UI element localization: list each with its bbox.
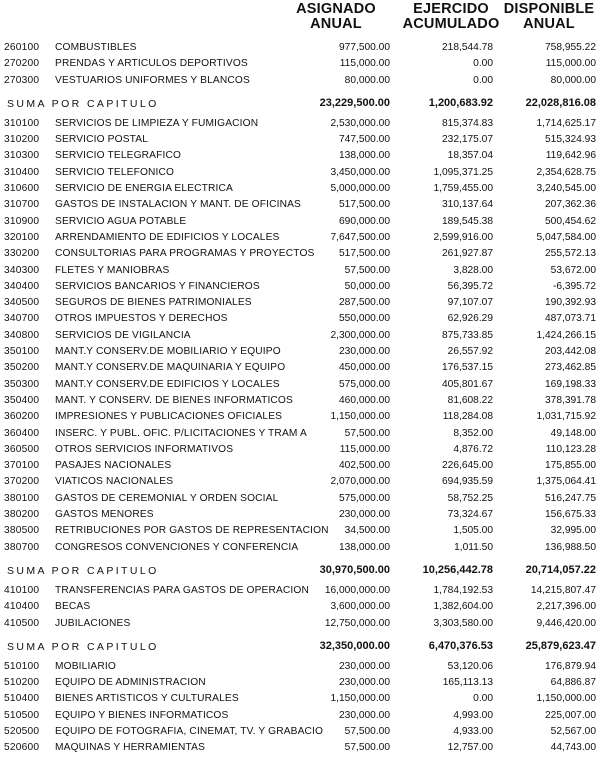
- account-description: EQUIPO DE FOTOGRAFIA, CINEMAT, TV. Y GRABACIO: [55, 725, 324, 737]
- account-code: 310600: [4, 183, 40, 195]
- account-description: MOBILIARIO: [55, 660, 116, 672]
- disponible-value: 203,442.08: [545, 346, 596, 358]
- asignado-value: 1,150,000.00: [330, 411, 390, 423]
- disponible-value: 1,150,000.00: [536, 693, 596, 705]
- table-row: [0, 328, 600, 344]
- account-code: 510100: [4, 660, 40, 672]
- total-ejercido: 10,256,442.78: [422, 563, 493, 576]
- table-row: [0, 132, 600, 148]
- disponible-value: 190,392.93: [545, 297, 596, 309]
- asignado-value: 2,530,000.00: [330, 117, 390, 129]
- asignado-value: 402,500.00: [339, 460, 390, 472]
- table-row: [0, 540, 600, 556]
- total-disponible: 22,028,816.08: [525, 96, 596, 109]
- table-row: [0, 377, 600, 393]
- table-row: [0, 360, 600, 376]
- ejercido-value: 218,544.78: [442, 42, 493, 53]
- ejercido-value: 1,505.00: [453, 525, 493, 537]
- asignado-value: 690,000.00: [339, 215, 390, 227]
- table-row: [0, 214, 600, 230]
- account-code: 510400: [4, 693, 40, 705]
- ejercido-value: 226,645.00: [442, 460, 493, 472]
- account-code: 340500: [4, 297, 40, 309]
- account-description: GASTOS MENORES: [55, 509, 154, 521]
- disponible-value: 516,247.75: [545, 492, 596, 504]
- account-description: EQUIPO Y BIENES INFORMATICOS: [55, 709, 229, 721]
- account-description: MANT.Y CONSERV.DE EDIFICIOS Y LOCALES: [55, 378, 280, 390]
- disponible-value: 44,743.00: [550, 742, 596, 754]
- asignado-value: 230,000.00: [339, 509, 390, 521]
- account-code: 380500: [4, 525, 40, 537]
- budget-table: [0, 40, 600, 757]
- disponible-value: 1,424,266.15: [536, 329, 596, 341]
- ejercido-value: 1,011.50: [454, 541, 493, 553]
- account-description: TRANSFERENCIAS PARA GASTOS DE OPERACION: [55, 584, 309, 596]
- table-row: [0, 708, 600, 724]
- ejercido-value: 12,757.00: [447, 742, 493, 754]
- disponible-value: 2,217,396.00: [536, 601, 596, 613]
- asignado-value: 50,000.00: [344, 280, 390, 292]
- account-code: 510500: [4, 709, 40, 721]
- account-description: VIATICOS NACIONALES: [55, 476, 174, 488]
- table-row: [0, 148, 600, 164]
- account-description: IMPRESIONES Y PUBLICACIONES OFICIALES: [55, 411, 283, 423]
- account-code: 380700: [4, 541, 40, 553]
- asignado-value: 2,300,000.00: [330, 329, 390, 341]
- disponible-value: 49,148.00: [550, 427, 596, 439]
- disponible-value: 1,714,625.17: [536, 117, 596, 129]
- account-code: 330200: [4, 248, 40, 260]
- table-row: [0, 409, 600, 425]
- disponible-value: 487,073.71: [545, 313, 596, 325]
- total-asignado: 23,229,500.00: [319, 96, 390, 109]
- asignado-value: 57,500.00: [344, 742, 390, 754]
- account-code: 340700: [4, 313, 40, 325]
- ejercido-value: 4,933.00: [453, 725, 493, 737]
- asignado-value: 517,500.00: [339, 199, 390, 211]
- asignado-value: 1,150,000.00: [330, 693, 390, 705]
- account-code: 350300: [4, 378, 40, 390]
- account-description: EQUIPO DE ADMINISTRACION: [55, 677, 206, 689]
- ejercido-value: 73,324.67: [447, 509, 493, 521]
- asignado-value: 115,000.00: [339, 58, 390, 70]
- ejercido-value: 815,374.83: [442, 117, 493, 129]
- ejercido-value: 310,137.64: [442, 199, 493, 211]
- asignado-value: 2,070,000.00: [330, 476, 390, 488]
- ejercido-value: 8,352.00: [453, 427, 493, 439]
- asignado-value: 230,000.00: [339, 677, 390, 689]
- disponible-value: 2,354,628.75: [536, 166, 596, 178]
- table-row: [0, 263, 600, 279]
- account-description: GASTOS DE INSTALACION Y MANT. DE OFICINAS: [55, 199, 301, 211]
- account-description: ARRENDAMIENTO DE EDIFICIOS Y LOCALES: [55, 231, 280, 243]
- ejercido-value: 1,759,455.00: [433, 183, 493, 195]
- table-row: [0, 230, 600, 246]
- asignado-value: 230,000.00: [339, 660, 390, 672]
- account-description: PRENDAS Y ARTICULOS DEPORTIVOS: [55, 58, 248, 70]
- account-description: VESTUARIOS UNIFORMES Y BLANCOS: [55, 74, 250, 86]
- ejercido-value: 97,107.07: [447, 297, 493, 309]
- disponible-value: -6,395.72: [552, 280, 596, 292]
- disponible-value: 115,000.00: [545, 58, 596, 70]
- ejercido-value: 232,175.07: [442, 134, 493, 146]
- account-code: 310400: [4, 166, 40, 178]
- ejercido-value: 0.00: [473, 74, 493, 86]
- total-disponible: 20,714,057.22: [525, 563, 596, 576]
- disponible-value: 273,462.85: [545, 362, 596, 374]
- account-description: CONSULTORIAS PARA PROGRAMAS Y PROYECTOS: [55, 248, 315, 260]
- header-disponible-anual: DISPONIBLE ANUAL: [503, 1, 595, 32]
- account-code: 340800: [4, 329, 40, 341]
- chapter-total-label: SUMA POR CAPITULO: [7, 564, 159, 577]
- account-description: MANT.Y CONSERV.DE MAQUINARIA Y EQUIPO: [55, 362, 286, 374]
- disponible-value: 32,995.00: [550, 525, 596, 537]
- asignado-value: 550,000.00: [339, 313, 390, 325]
- asignado-value: 3,600,000.00: [330, 601, 390, 613]
- asignado-value: 80,000.00: [344, 74, 390, 86]
- ejercido-value: 405,801.67: [442, 378, 493, 390]
- account-code: 360200: [4, 411, 40, 423]
- account-code: 350400: [4, 394, 40, 406]
- account-description: SERVICIOS DE VIGILANCIA: [55, 329, 191, 341]
- disponible-value: 14,215,807.47: [530, 584, 596, 596]
- disponible-value: 5,047,584.00: [536, 231, 596, 243]
- table-row: [0, 197, 600, 213]
- table-row: [0, 474, 600, 490]
- account-code: 380200: [4, 509, 40, 521]
- table-row: [0, 295, 600, 311]
- asignado-value: 575,000.00: [339, 378, 390, 390]
- ejercido-value: 0.00: [473, 58, 493, 70]
- disponible-value: 110,123.28: [545, 443, 596, 455]
- chapter-total-row: [0, 89, 600, 116]
- account-description: SERVICIO POSTAL: [55, 134, 149, 146]
- account-code: 350200: [4, 362, 40, 374]
- account-description: SERVICIO DE ENERGIA ELECTRICA: [55, 183, 233, 195]
- account-description: INSERC. Y PUBL. OFIC. P/LICITACIONES Y TRAM A: [55, 427, 307, 439]
- ejercido-value: 694,935.59: [442, 476, 493, 488]
- table-row: [0, 442, 600, 458]
- disponible-value: 52,567.00: [550, 725, 596, 737]
- ejercido-value: 189,545.38: [442, 215, 493, 227]
- disponible-value: 3,240,545.00: [536, 183, 596, 195]
- asignado-value: 287,500.00: [339, 297, 390, 309]
- table-row: [0, 616, 600, 632]
- account-code: 520500: [4, 725, 40, 737]
- ejercido-value: 56,395.72: [447, 280, 493, 292]
- account-description: FLETES Y MANIOBRAS: [55, 264, 170, 276]
- table-row: [0, 393, 600, 409]
- ejercido-value: 3,828.00: [453, 264, 493, 276]
- asignado-value: 230,000.00: [339, 709, 390, 721]
- disponible-value: 500,454.62: [545, 215, 596, 227]
- asignado-value: 977,500.00: [339, 42, 390, 53]
- account-code: 310900: [4, 215, 40, 227]
- asignado-value: 138,000.00: [339, 150, 390, 162]
- asignado-value: 747,500.00: [339, 134, 390, 146]
- ejercido-value: 53,120.06: [447, 660, 493, 672]
- asignado-value: 3,450,000.00: [330, 166, 390, 178]
- account-description: COMBUSTIBLES: [55, 42, 137, 53]
- disponible-value: 515,324.93: [545, 134, 596, 146]
- disponible-value: 225,007.00: [545, 709, 596, 721]
- ejercido-value: 3,303,580.00: [433, 617, 493, 629]
- asignado-value: 57,500.00: [344, 427, 390, 439]
- chapter-total-row: [0, 556, 600, 583]
- account-description: OTROS SERVICIOS INFORMATIVOS: [55, 443, 234, 455]
- account-code: 510200: [4, 677, 40, 689]
- account-code: 380100: [4, 492, 40, 504]
- asignado-value: 115,000.00: [339, 443, 390, 455]
- account-description: SERVICIO AGUA POTABLE: [55, 215, 187, 227]
- asignado-value: 57,500.00: [344, 264, 390, 276]
- table-row: [0, 740, 600, 756]
- ejercido-value: 81,608.22: [447, 394, 493, 406]
- total-ejercido: 1,200,683.92: [428, 96, 493, 109]
- ejercido-value: 261,927.87: [442, 248, 493, 260]
- table-row: [0, 73, 600, 89]
- disponible-value: 758,955.22: [545, 42, 596, 53]
- table-row: [0, 116, 600, 132]
- account-description: SERVICIOS DE LIMPIEZA Y FUMIGACION: [55, 117, 259, 129]
- account-code: 370200: [4, 476, 40, 488]
- account-description: BIENES ARTISTICOS Y CULTURALES: [55, 693, 239, 705]
- disponible-value: 207,362.36: [545, 199, 596, 211]
- account-description: SERVICIO TELEGRAFICO: [55, 150, 182, 162]
- ejercido-value: 165,113.13: [442, 677, 493, 689]
- asignado-value: 34,500.00: [344, 525, 390, 537]
- ejercido-value: 62,926.29: [447, 313, 493, 325]
- asignado-value: 5,000,000.00: [330, 183, 390, 195]
- disponible-value: 175,855.00: [545, 460, 596, 472]
- disponible-value: 1,031,715.92: [536, 411, 596, 423]
- asignado-value: 16,000,000.00: [324, 584, 390, 596]
- account-description: SEGUROS DE BIENES PATRIMONIALES: [55, 297, 252, 309]
- asignado-value: 12,750,000.00: [324, 617, 390, 629]
- account-description: CONGRESOS CONVENCIONES Y CONFERENCIA: [55, 541, 299, 553]
- asignado-value: 517,500.00: [339, 248, 390, 260]
- account-description: MAQUINAS Y HERRAMIENTAS: [55, 742, 206, 754]
- table-row: [0, 40, 600, 56]
- account-description: PASAJES NACIONALES: [55, 460, 172, 472]
- asignado-value: 230,000.00: [339, 346, 390, 358]
- ejercido-value: 58,752.25: [447, 492, 493, 504]
- table-row: [0, 583, 600, 599]
- total-asignado: 30,970,500.00: [319, 563, 390, 576]
- ejercido-value: 1,784,192.53: [433, 584, 493, 596]
- disponible-value: 64,886.87: [550, 677, 596, 689]
- account-description: BECAS: [55, 601, 91, 613]
- account-code: 410100: [4, 584, 40, 596]
- account-code: 360500: [4, 443, 40, 455]
- account-code: 270300: [4, 74, 40, 86]
- chapter-total-label: SUMA POR CAPITULO: [7, 640, 159, 653]
- account-description: MANT.Y CONSERV.DE MOBILIARIO Y EQUIPO: [55, 346, 281, 358]
- table-row: [0, 426, 600, 442]
- account-code: 350100: [4, 346, 40, 358]
- disponible-value: 136,988.50: [545, 541, 596, 553]
- table-row: [0, 507, 600, 523]
- account-description: MANT. Y CONSERV. DE BIENES INFORMATICOS: [55, 394, 293, 406]
- ejercido-value: 176,537.15: [442, 362, 493, 374]
- asignado-value: 450,000.00: [339, 362, 390, 374]
- table-row: [0, 599, 600, 615]
- account-code: 410400: [4, 601, 40, 613]
- ejercido-value: 0.00: [473, 693, 493, 705]
- account-description: SERVICIOS BANCARIOS Y FINANCIEROS: [55, 280, 260, 292]
- table-row: [0, 675, 600, 691]
- table-row: [0, 181, 600, 197]
- account-code: 370100: [4, 460, 40, 472]
- asignado-value: 138,000.00: [339, 541, 390, 553]
- account-code: 310100: [4, 117, 40, 129]
- account-description: GASTOS DE CEREMONIAL Y ORDEN SOCIAL: [55, 492, 279, 504]
- asignado-value: 575,000.00: [339, 492, 390, 504]
- disponible-value: 1,375,064.41: [536, 476, 596, 488]
- ejercido-value: 875,733.85: [442, 329, 493, 341]
- asignado-value: 7,647,500.00: [330, 231, 390, 243]
- chapter-total-label: SUMA POR CAPITULO: [7, 97, 159, 110]
- ejercido-value: 26,557.92: [447, 346, 493, 358]
- table-row: [0, 724, 600, 740]
- table-row: [0, 165, 600, 181]
- asignado-value: 460,000.00: [339, 394, 390, 406]
- ejercido-value: 4,876.72: [453, 443, 493, 455]
- ejercido-value: 4,993.00: [453, 709, 493, 721]
- account-code: 340300: [4, 264, 40, 276]
- disponible-value: 80,000.00: [550, 74, 596, 86]
- account-code: 270200: [4, 58, 40, 70]
- disponible-value: 53,672.00: [550, 264, 596, 276]
- account-code: 360400: [4, 427, 40, 439]
- disponible-value: 9,446,420.00: [536, 617, 596, 629]
- asignado-value: 57,500.00: [344, 725, 390, 737]
- account-code: 260100: [4, 42, 40, 53]
- disponible-value: 255,572.13: [545, 248, 596, 260]
- ejercido-value: 2,599,916.00: [433, 231, 493, 243]
- header-asignado-anual: ASIGNADO ANUAL: [296, 1, 376, 32]
- table-row: [0, 279, 600, 295]
- disponible-value: 169,198.33: [545, 378, 596, 390]
- disponible-value: 176,879.94: [545, 660, 596, 672]
- table-row: [0, 659, 600, 675]
- table-row: [0, 56, 600, 72]
- header-ejercido-acumulado: EJERCIDO ACUMULADO: [402, 1, 500, 32]
- ejercido-value: 118,284.08: [442, 411, 493, 423]
- table-row: [0, 523, 600, 539]
- account-code: 340400: [4, 280, 40, 292]
- account-code: 310300: [4, 150, 40, 162]
- disponible-value: 156,675.33: [545, 509, 596, 521]
- account-code: 310200: [4, 134, 40, 146]
- chapter-total-row: [0, 632, 600, 659]
- account-code: 310700: [4, 199, 40, 211]
- table-row: [0, 691, 600, 707]
- ejercido-value: 1,095,371.25: [433, 166, 493, 178]
- account-code: 410500: [4, 617, 40, 629]
- table-row: [0, 491, 600, 507]
- ejercido-value: 18,357.04: [447, 150, 493, 162]
- account-code: 320100: [4, 231, 40, 243]
- table-row: [0, 458, 600, 474]
- account-description: OTROS IMPUESTOS Y DERECHOS: [55, 313, 228, 325]
- total-ejercido: 6,470,376.53: [428, 639, 493, 652]
- account-description: JUBILACIONES: [55, 617, 131, 629]
- account-description: SERVICIO TELEFONICO: [55, 166, 175, 178]
- disponible-value: 378,391.78: [545, 394, 596, 406]
- total-asignado: 32,350,000.00: [319, 639, 390, 652]
- ejercido-value: 1,382,604.00: [433, 601, 493, 613]
- table-row: [0, 344, 600, 360]
- account-description: RETRIBUCIONES POR GASTOS DE REPRESENTACION: [55, 525, 329, 537]
- account-code: 520600: [4, 742, 40, 754]
- table-row: [0, 311, 600, 327]
- table-row: [0, 246, 600, 262]
- disponible-value: 119,642.96: [545, 150, 596, 162]
- total-disponible: 25,879,623.47: [525, 639, 596, 652]
